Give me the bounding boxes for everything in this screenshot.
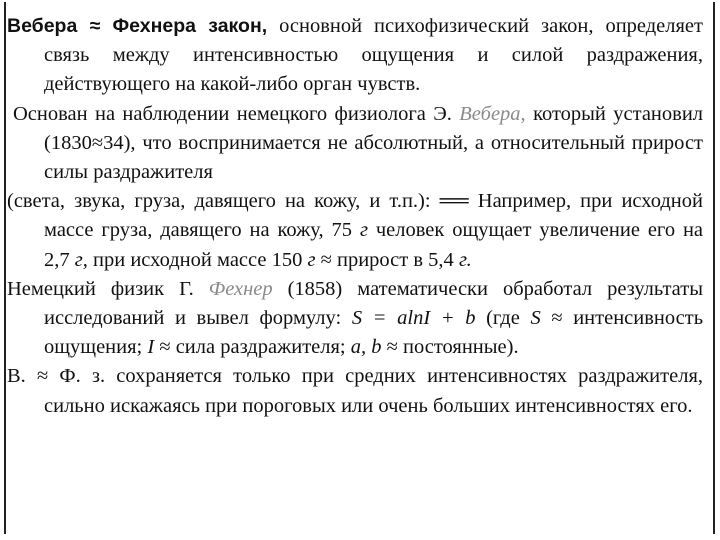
definition-text: основной психофизический закон, определяет связь между интенсивностью ощущения и силой раздражения, действующего на какой-либо орган чувств. xyxy=(44,15,703,96)
conclusion-text: В. ≈ Ф. з. сохраняется только при средних интенсивностях раздражителя, сильно искажаясь при пороговых или очень больших интенсивностях его. xyxy=(7,365,703,417)
example-text-mid3: ≈ прирост в 5,4 xyxy=(320,248,454,271)
fechner-text-prefix: Немецкий физик Г. xyxy=(7,277,194,300)
variable-i: I xyxy=(147,336,155,359)
fechner-paragraph xyxy=(7,275,703,363)
fechner-text-1: (1858) математически обработал результаты исследований и вывел формулу: xyxy=(44,277,703,330)
document-body xyxy=(7,12,703,421)
unit-gram-3: г xyxy=(307,248,316,271)
unit-gram-1: г xyxy=(359,219,368,242)
weber-text-prefix: Основан на наблюдении немецкого физиолога Э. xyxy=(13,102,452,125)
term-heading: Вебера ≈ Фехнера закон, xyxy=(7,15,268,37)
unit-gram-4: г. xyxy=(458,248,472,271)
example-text-mid2: при исходной массе 150 xyxy=(93,248,303,271)
fechner-text-3: ≈ интенсивность ощущения; xyxy=(44,307,704,359)
example-text-prefix: (света, звука, груза, давящего на кожу, и т.п.): ══ Например, при исходной массе груза, давящего на кожу, 75 xyxy=(7,190,703,242)
fechner-text-2: (где xyxy=(486,307,520,330)
weber-paragraph xyxy=(7,100,703,188)
fechner-text-5: ≈ постоянные). xyxy=(386,336,519,359)
variable-a: a, xyxy=(350,336,367,359)
conclusion-paragraph xyxy=(7,362,703,420)
variable-s: S xyxy=(530,307,541,330)
example-text-mid1: человек ощущает увеличение его на 2,7 xyxy=(44,219,704,271)
weber-text-suffix: который установил (1830≈34), что воспринимается не абсолютный, а относительный прирост силы раздражителя xyxy=(44,102,704,184)
formula: S = alnI + b xyxy=(351,307,476,330)
example-paragraph xyxy=(7,187,703,275)
unit-gram-2: г, xyxy=(74,248,88,271)
definition-paragraph xyxy=(7,12,703,100)
variable-b: b xyxy=(371,336,382,359)
weber-name: Вебера, xyxy=(459,102,526,125)
fechner-name: Фехнер xyxy=(208,277,273,300)
fechner-text-4: ≈ сила раздражителя; xyxy=(159,336,346,359)
